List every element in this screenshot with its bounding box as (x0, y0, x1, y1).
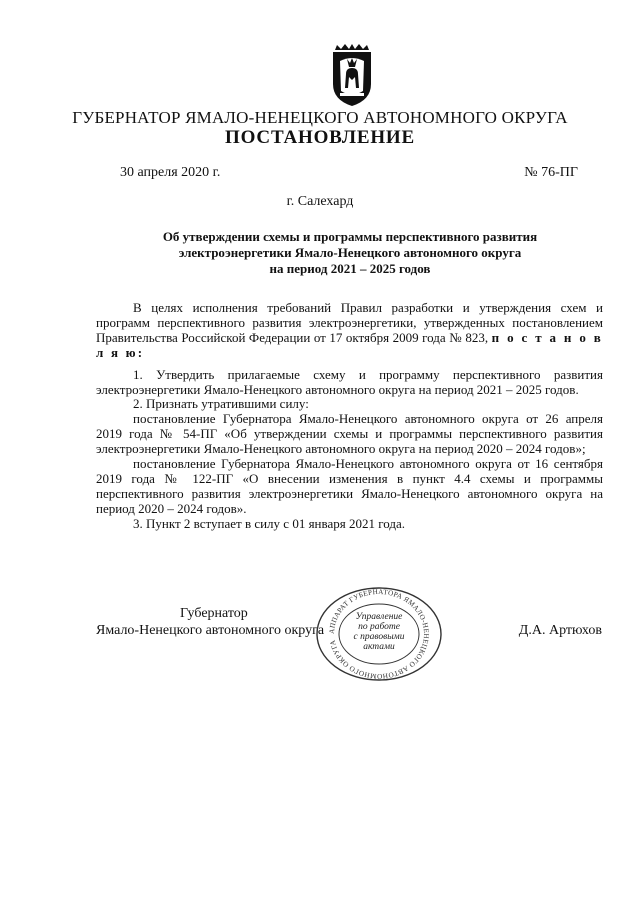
signer-title: Губернатор (180, 606, 248, 621)
coat-of-arms-icon (327, 44, 377, 108)
item-2b-paragraph: постановление Губернатора Ямало-Ненецкого автономного округа от 16 сентября 2019 года № 122-ПГ «О внесении изменения в пункт 4.4 схемы и программы перспективного развития электроэнергетики Ямало-Ненецкого автономного округа на период 2020 – 2024 годов». (96, 456, 603, 516)
preamble-text: В целях исполнения требований Правил разработки и утверждения схем и программ перспективного развития электроэнергетики, утвержденных постановлением Правительства Российской Федерации от 17 октября 2009 года № 823, (96, 300, 603, 345)
item-2a-paragraph: постановление Губернатора Ямало-Ненецкого автономного округа от 26 апреля 2019 года № 54-ПГ «Об утверждении схемы и программы перспективного развития электроэнергетики Ямало-Ненецкого автономного округа на период 2020 – 2024 годов»; (96, 411, 603, 457)
document-subject (110, 229, 590, 277)
item-2-paragraph: 2. Признать утратившими силу: (133, 396, 309, 412)
document-number: № 76-ПГ (524, 165, 578, 180)
decree-word: п о с т а н о в л я ю: (96, 329, 603, 360)
signer-name: Д.А. Артюхов (518, 623, 602, 638)
subject-line: на период 2021 – 2025 годов (269, 261, 431, 276)
subject-line: электроэнергетики Ямало-Ненецкого автономного округа (178, 245, 522, 260)
item-1-paragraph: 1. Утвердить прилагаемые схему и программу перспективного развития электроэнергетики Ямало-Ненецкого автономного округа на период 2021 – 2025 годов. (96, 366, 603, 397)
preamble-paragraph (96, 301, 603, 361)
item-3-paragraph: 3. Пункт 2 вступает в силу с 01 января 2021 года. (133, 515, 405, 531)
document-city: г. Салехард (286, 194, 354, 209)
signer-region: Ямало-Ненецкого автономного округа (96, 623, 325, 638)
issuer-title: ГУБЕРНАТОР ЯМАЛО-НЕНЕЦКОГО АВТОНОМНОГО ОКРУГА (72, 108, 568, 127)
stamp-line: Управление (355, 612, 403, 622)
document-type: ПОСТАНОВЛЕНИЕ (225, 127, 415, 148)
stamp-line: с правовыми (353, 632, 405, 642)
document-date: 30 апреля 2020 г. (120, 165, 221, 180)
stamp-center-text (339, 612, 419, 652)
stamp-line: по работе (358, 622, 400, 632)
subject-line: Об утверждении схемы и программы перспективного развития (162, 229, 538, 244)
document-body (96, 301, 603, 532)
stamp-ring-text: АППАРАТ ГУБЕРНАТОРА ЯМАЛО-НЕНЕЦКОГО АВТОНОМНОГО ОКРУГА (327, 587, 431, 681)
stamp-line: актами (363, 642, 395, 652)
